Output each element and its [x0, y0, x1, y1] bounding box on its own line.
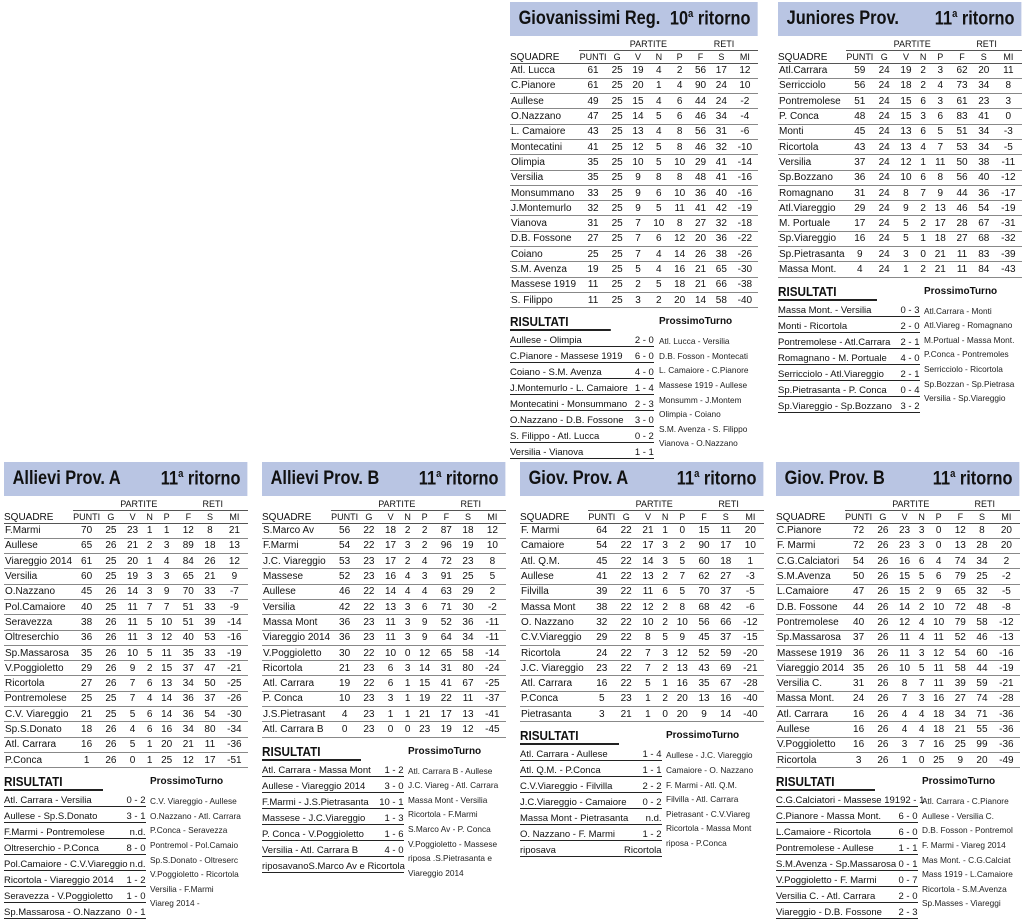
result-row: C.G.Calciatori - Massese 1919 2 - 1 — [776, 791, 918, 807]
result-row: Atl. Q.M. - P.Conca 1 - 1 — [520, 761, 662, 777]
table-row: Versilia 42 22 13 3 6 71 30 -2 — [262, 599, 506, 614]
table-row: Viareggio 2014 36 23 11 3 9 64 34 -11 — [262, 630, 506, 645]
table-row: Sp.Viareggio 16 24 5 1 18 27 68 -32 — [778, 231, 1022, 246]
next-match: Serricciolo - Ricortola — [924, 364, 1003, 375]
table-row: O. Nazzano 32 22 10 2 10 56 66 -12 — [520, 615, 764, 630]
table-row: Pontremolese 51 24 15 6 3 61 23 3 — [778, 94, 1022, 109]
next-match: Ricortola - Massa Mont — [666, 823, 752, 834]
results-section: RISULTATI ProssimoTurno Atl. Carrara - Massa Mont 1 - 2 Aullese - Viareggio 2014 3 - 0 F.Marmi - J.S.Pietrasanta 10 - 1 Massese - J.C.Viareggio 1 - 3 P. Conca - V.Poggioletto 1 - 6 Versilia - Atl. Carrara B 4 - 0 riposavano S.Marco Av e Ricortola Atl. Carrara B - Aullese J.C. Viareg - Atl. Carrara Massa Mont - Versilia Ricortola - F.Marmi S.Marco Av - P. Conca V.Poggioletto - Massese riposa .S.Pietrasanta e Viareggio 2014 — [262, 743, 499, 878]
next-match: Pietrasant - C.V.Viareg — [666, 808, 750, 819]
table-row: F.Marmi 54 22 17 3 2 96 19 10 — [262, 538, 506, 553]
result-row: Aullese - Sp.S.Donato 3 - 1 — [4, 807, 146, 823]
next-match: Atl.Carrara - Monti — [924, 305, 992, 316]
result-row: Massa Mont. - Versilia 0 - 3 — [778, 301, 920, 317]
result-row: Atl. Carrara - Versilia 0 - 2 — [4, 791, 146, 807]
table-row: D.B. Fossone 44 26 14 2 10 72 48 -8 — [776, 599, 1020, 614]
result-row: Versilia - Vianova 1 - 1 — [510, 443, 654, 459]
result-row: riposava Ricortola — [520, 841, 662, 857]
result-row: F.Marmi - J.S.Pietrasanta 10 - 1 — [262, 793, 404, 809]
next-match: Vianova - O.Nazzano — [659, 438, 738, 449]
panel-title: Juniores Prov. 11$^a$ ritorno — [778, 2, 1021, 36]
next-match: Sp.Masses - Viareggi — [922, 898, 1001, 909]
table-row: V.Poggioletto 30 22 10 0 12 65 58 -14 — [262, 645, 506, 660]
table-row: Sp.Massarosa 37 26 11 4 11 52 46 -13 — [776, 630, 1020, 645]
next-match: Atl. Carrara - C.Pianore — [922, 796, 1009, 807]
next-match: O.Nazzano - Atl. Carrara — [150, 810, 241, 821]
table-row: Viareggio 2014 61 25 20 1 4 84 26 12 — [4, 554, 248, 569]
next-match: Massese 1919 - Aullese — [659, 380, 748, 391]
table-row: S.Marco Av 56 22 18 2 2 87 18 12 — [262, 523, 506, 538]
table-row: V.Poggioletto 16 26 3 7 16 25 99 -36 — [776, 737, 1020, 752]
result-row: Serricciolo - Atl.Viareggio 2 - 1 — [778, 365, 920, 381]
table-row: P. Conca 10 23 3 1 19 22 11 -37 — [262, 691, 506, 706]
result-row: L.Camaiore - Ricortola 6 - 0 — [776, 823, 918, 839]
next-match: J.C. Viareg - Atl. Carrara — [408, 780, 499, 791]
result-row: Aullese - Viareggio 2014 3 - 0 — [262, 777, 404, 793]
result-row: riposavano S.Marco Av e Ricortola — [262, 857, 404, 873]
result-row: Pol.Camaiore - C.V.Viareggio n.d. — [4, 855, 146, 871]
next-match: Mas Mont. - C.G.Calciat — [922, 854, 1011, 865]
table-row: C.V. Viareggio 21 25 5 6 14 36 54 -30 — [4, 707, 248, 722]
next-match: P.Conca - Pontremoles — [924, 349, 1009, 360]
next-match: D.B. Fosson - Montecati — [659, 350, 748, 361]
table-row: Atl. Carrara 16 22 5 1 16 35 67 -28 — [520, 676, 764, 691]
table-row: O.Nazzano 47 25 14 5 6 46 34 -4 — [510, 109, 758, 124]
table-row: Massa Mont. 4 24 1 2 21 11 84 -43 — [778, 262, 1022, 277]
next-match: Versilia - Sp.Viareggio — [924, 393, 1006, 404]
table-row: Serricciolo 56 24 18 2 4 73 34 8 — [778, 78, 1022, 93]
result-row: S. Filippo - Atl. Lucca 0 - 2 — [510, 427, 654, 443]
result-row: C.V.Viareggio - Filvilla 2 - 2 — [520, 777, 662, 793]
table-row: Atl.Viareggio 29 24 9 2 13 46 54 -19 — [778, 201, 1022, 216]
next-round-title: ProssimoTurno — [150, 776, 224, 788]
table-row: S.M.Avenza 50 26 15 5 6 79 25 -2 — [776, 569, 1020, 584]
panel-title: Giov. Prov. A 11$^a$ ritorno — [520, 462, 763, 496]
next-match: Ricortola - S.M.Avenza — [922, 883, 1007, 894]
next-match: V.Poggioletto - Massese — [408, 838, 498, 849]
result-row: Ricortola - Viareggio 2014 1 - 2 — [4, 871, 146, 887]
result-row: O. Nazzano - F. Marmi 1 - 2 — [520, 825, 662, 841]
next-match: riposa .S.Pietrasanta e — [408, 853, 492, 864]
table-row: J.Montemurlo 32 25 9 5 11 41 42 -19 — [510, 201, 758, 216]
table-row: C.V.Viareggio 29 22 8 5 9 45 37 -15 — [520, 630, 764, 645]
standings-panel — [778, 2, 1022, 413]
next-match: V.Poggioletto - Ricortola — [150, 869, 239, 880]
table-row: Seravezza 38 26 11 5 10 51 39 -14 — [4, 615, 248, 630]
next-round-title: ProssimoTurno — [666, 730, 740, 742]
next-match: Ricortola - F.Marmi — [408, 809, 478, 820]
results-section: RISULTATI ProssimoTurno Aullese - Olimpia 2 - 0 C.Pianore - Massese 1919 6 - 0 Coiano - S.M. Avenza 4 - 0 J.Montemurlo - L. Camaiore 1 - 4 Montecatini - Monsummano 2 - 3 O.Nazzano - D.B. Fossone 3 - 0 S. Filippo - Atl. Lucca 0 - 2 Versilia - Vianova 1 - 1 Atl. Lucca - Versilia D.B. Fosson - Montecati L. Camaiore - C.Pianore Massese 1919 - Aullese Monsumm - J.Montem Olimpia - Coiano S.M. Avenza - S. Filippo Vianova - O.Nazzano — [510, 314, 749, 459]
table-row: S.M. Avenza 19 25 5 4 16 21 65 -30 — [510, 262, 758, 277]
result-row: Sp.Massarosa - O.Nazzano 0 - 1 — [4, 903, 146, 919]
table-row: Ricortola 21 23 6 3 14 31 80 -24 — [262, 661, 506, 676]
next-match: Camaiore - O. Nazzano — [666, 764, 754, 775]
result-row: Aullese - Olimpia 2 - 0 — [510, 331, 654, 347]
next-round-title: ProssimoTurno — [922, 776, 996, 788]
next-round-title: ProssimoTurno — [408, 745, 482, 757]
next-match: D.B. Fosson - Pontremol — [922, 825, 1013, 836]
table-row: Pietrasanta 3 21 1 0 20 9 14 -40 — [520, 707, 764, 722]
table-row: Atl. Carrara 19 22 6 1 15 41 67 -25 — [262, 676, 506, 691]
next-match: Mass 1919 - L.Camaiore — [922, 869, 1013, 880]
next-match: Aullese - J.C. Viareggio — [666, 750, 753, 761]
table-row: S. Filippo 11 25 3 2 20 14 58 -40 — [510, 292, 758, 307]
standings-panel — [776, 462, 1020, 919]
result-row: Sp.Pietrasanta - P. Conca 0 - 4 — [778, 381, 920, 397]
table-row: Atl. Carrara 16 26 4 4 18 34 71 -36 — [776, 707, 1020, 722]
table-row: J.C. Viareggio 53 23 17 2 4 72 23 8 — [262, 554, 506, 569]
result-row: Massa Mont - Pietrasanta n.d. — [520, 809, 662, 825]
table-row: Atl.Carrara 59 24 19 2 3 62 20 11 — [778, 63, 1022, 78]
results-section: RISULTATI ProssimoTurno Atl. Carrara - Aullese 1 - 4 Atl. Q.M. - P.Conca 1 - 1 C.V.Viareggio - Filvilla 2 - 2 J.C.Viareggio - Camaiore 0 - 2 Massa Mont - Pietrasanta n.d. O. Nazzano - F. Marmi 1 - 2 riposava Ricortola Aullese - J.C. Viareggio Camaiore - O. Nazzano F. Marmi - Atl. Q.M. Filvilla - Atl. Carrara Pietrasant - C.V.Viareg Ricortola - Massa Mont riposa - P.Conca — [520, 728, 754, 857]
standings-table: SQUADRE PARTITE RETI PUNTI G V N P F S MI C.Pianore 72 26 23 3 0 12 8 20 F. Marmi 72 26 23 3 0 13 28 20 C.G.Calciatori 54 26 16 6 4 74 34 2 S.M.Avenza 50 26 15 5 6 79 25 -2 L.Camaiore 47 26 15 2 9 65 32 -5 D.B. Fossone 44 26 14 2 10 72 48 -8 Pontremolese 40 26 12 4 10 79 58 -12 Sp.Massarosa 37 26 11 4 11 52 46 -13 Massese 1919 36 26 11 3 12 54 60 -16 Viareggio 2014 35 26 10 5 11 58 44 -19 Versilia C. 31 26 8 7 11 39 59 -21 Massa Mont. 24 26 7 3 16 27 74 -28 Atl. Carrara 16 26 4 4 18 34 71 -36 Aullese 16 26 4 4 18 21 55 -36 V.Poggioletto 16 26 3 7 16 25 99 -36 Ricortola 3 26 1 0 25 9 20 -49 — [776, 499, 1020, 768]
standings-table: SQUADRE PARTITE RETI PUNTI G V N P F S MI Atl. Lucca 61 25 19 4 2 56 17 12 C.Pianore 61 25 20 1 4 90 24 10 Aullese 49 25 15 4 6 44 24 -2 O.Nazzano 47 25 14 5 6 46 34 -4 L. Camaiore 43 25 13 4 8 56 31 -6 Montecatini 41 25 12 5 8 46 32 -10 Olimpia 35 25 10 5 10 29 41 -14 Versilia 35 25 9 8 8 48 41 -16 Monsummano 33 25 9 6 10 36 40 -16 J.Montemurlo 32 25 9 5 11 41 42 -19 Vianova 31 25 7 10 8 27 32 -18 D.B. Fossone 27 25 7 6 12 20 36 -22 Coiano 25 25 7 4 14 26 38 -26 S.M. Avenza 19 25 5 4 16 21 65 -30 Massese 1919 11 25 2 5 18 21 66 -38 S. Filippo 11 25 3 2 20 14 58 -40 — [510, 39, 758, 308]
table-row: Monti 45 24 13 6 5 51 34 -3 — [778, 124, 1022, 139]
result-row: Monti - Ricortola 2 - 0 — [778, 317, 920, 333]
table-row: Atl. Carrara B 0 23 0 0 23 19 12 -45 — [262, 722, 506, 737]
next-match: Sp.S.Donato - Oltreserc — [150, 854, 239, 865]
next-match: Filvilla - Atl. Carrara — [666, 794, 739, 805]
table-row: Aullese 46 22 14 4 4 63 29 2 — [262, 584, 506, 599]
next-match: S.Marco Av - P. Conca — [408, 824, 491, 835]
next-match: S.M. Avenza - S. Filippo — [659, 423, 748, 434]
next-match: L. Camaiore - C.Pianore — [659, 365, 749, 376]
table-row: Sp.Pietrasanta 9 24 3 0 21 11 83 -39 — [778, 247, 1022, 262]
panel-title: Giov. Prov. B 11$^a$ ritorno — [776, 462, 1019, 496]
next-match: Viareggio 2014 — [408, 867, 464, 878]
next-match: Aullese - Versilia C. — [922, 810, 994, 821]
table-row: Massese 1919 11 25 2 5 18 21 66 -38 — [510, 277, 758, 292]
next-match: riposa - P.Conca — [666, 837, 727, 848]
results-section: RISULTATI ProssimoTurno Atl. Carrara - Versilia 0 - 2 Aullese - Sp.S.Donato 3 - 1 F.Marmi - Pontremolese n.d. Oltreserchio - P.Conca 8 - 0 Pol.Camaiore - C.V.Viareggio n.d. Ricortola - Viareggio 2014 1 - 2 Seravezza - V.Poggioletto 1 - 0 Sp.Massarosa - O.Nazzano 0 - 1 C.V. Viareggio - Aullese O.Nazzano - Atl. Carrara P.Conca - Seravezza Pontremol - Pol.Camaio Sp.S.Donato - Oltreserc V.Poggioletto - Ricortola Versilia - F.Marmi Viareg 2014 - — [4, 774, 241, 919]
table-row: Pol.Camaiore 40 25 11 7 7 51 33 -9 — [4, 599, 248, 614]
table-row: Aullese 16 26 4 4 18 21 55 -36 — [776, 722, 1020, 737]
next-match: F. Marmi - Atl. Q.M. — [666, 779, 737, 790]
table-row: P.Conca 5 23 1 2 20 13 16 -40 — [520, 691, 764, 706]
table-row: Massa Mont 36 23 11 3 9 52 36 -11 — [262, 615, 506, 630]
table-row: Versilia 37 24 12 1 11 50 38 -11 — [778, 155, 1022, 170]
table-row: Olimpia 35 25 10 5 10 29 41 -14 — [510, 155, 758, 170]
result-row: Pontremolese - Atl.Carrara 2 - 1 — [778, 333, 920, 349]
panel-title: Allievi Prov. B 11$^a$ ritorno — [262, 462, 505, 496]
table-row: Ricortola 24 22 7 3 12 52 59 -20 — [520, 645, 764, 660]
table-row: Sp.Massarosa 35 26 10 5 11 35 33 -19 — [4, 645, 248, 660]
result-row: Versilia - Atl. Carrara B 4 - 0 — [262, 841, 404, 857]
result-row: P. Conca - V.Poggioletto 1 - 6 — [262, 825, 404, 841]
result-row: V.Poggioletto - F. Marmi 0 - 7 — [776, 871, 918, 887]
standings-panel — [262, 462, 506, 878]
result-row: C.Pianore - Massa Mont. 6 - 0 — [776, 807, 918, 823]
standings-panel — [520, 462, 764, 857]
standings-table: SQUADRE PARTITE RETI PUNTI G V N P F S MI F.Marmi 70 25 23 1 1 12 8 21 Aullese 65 26 21 2 3 89 18 13 Viareggio 2014 61 25 20 1 4 84 26 12 Versilia 60 25 19 3 3 65 21 9 O.Nazzano 45 26 14 3 9 70 33 -7 Pol.Camaiore 40 25 11 7 7 51 33 -9 Seravezza 38 26 11 5 10 51 39 -14 Oltreserchio 36 26 11 3 12 40 53 -16 Sp.Massarosa 35 26 10 5 11 35 33 -19 V.Poggioletto 29 26 9 2 15 37 47 -21 Ricortola 27 26 7 6 13 34 50 -25 Pontremolese 25 25 7 4 14 36 37 -26 C.V. Viareggio 21 25 5 6 14 36 54 -30 Sp.S.Donato 18 26 4 6 16 34 80 -34 Atl. Carrara 16 26 5 1 20 21 11 -36 P.Conca 1 26 0 1 25 12 17 -51 — [4, 499, 248, 768]
next-match: Monsumm - J.Montem — [659, 394, 742, 405]
result-row: J.Montemurlo - L. Camaiore 1 - 4 — [510, 379, 654, 395]
result-row: J.C.Viareggio - Camaiore 0 - 2 — [520, 793, 662, 809]
standings-panel — [510, 2, 758, 459]
table-row: Versilia 60 25 19 3 3 65 21 9 — [4, 569, 248, 584]
table-row: Viareggio 2014 35 26 10 5 11 58 44 -19 — [776, 661, 1020, 676]
table-row: Pontremolese 40 26 12 4 10 79 58 -12 — [776, 615, 1020, 630]
next-round-title: ProssimoTurno — [924, 285, 998, 297]
next-match: C.V. Viareggio - Aullese — [150, 796, 237, 807]
next-match: P.Conca - Seravezza — [150, 825, 228, 836]
result-row: F.Marmi - Pontremolese n.d. — [4, 823, 146, 839]
table-row: Massa Mont. 24 26 7 3 16 27 74 -28 — [776, 691, 1020, 706]
result-row: Seravezza - V.Poggioletto 1 - 0 — [4, 887, 146, 903]
next-match: Olimpia - Coiano — [659, 409, 721, 420]
table-row: P.Conca 1 26 0 1 25 12 17 -51 — [4, 752, 248, 767]
result-row: Sp.Viareggio - Sp.Bozzano 3 - 2 — [778, 397, 920, 413]
result-row: O.Nazzano - D.B. Fossone 3 - 0 — [510, 411, 654, 427]
table-row: Ricortola 43 24 13 4 7 53 34 -5 — [778, 139, 1022, 154]
table-row: Pontremolese 25 25 7 4 14 36 37 -26 — [4, 691, 248, 706]
result-row: S.M.Avenza - Sp.Massarosa 0 - 1 — [776, 855, 918, 871]
table-row: Atl. Carrara 16 26 5 1 20 21 11 -36 — [4, 737, 248, 752]
result-row: Viareggio - D.B. Fossone 2 - 3 — [776, 903, 918, 919]
panel-title: Giovanissimi Reg. 10$^a$ ritorno — [510, 2, 757, 36]
result-row: Versilia C. - Atl. Carrara 2 - 0 — [776, 887, 918, 903]
result-row: Atl. Carrara - Aullese 1 - 4 — [520, 745, 662, 761]
next-match: Viareg 2014 - — [150, 898, 200, 909]
result-row: Romagnano - M. Portuale 4 - 0 — [778, 349, 920, 365]
table-row: Aullese 49 25 15 4 6 44 24 -2 — [510, 94, 758, 109]
table-row: Filvilla 39 22 11 6 5 70 37 -5 — [520, 584, 764, 599]
table-row: Sp.Bozzano 36 24 10 6 8 56 40 -12 — [778, 170, 1022, 185]
table-row: J.C. Viareggio 23 22 7 2 13 43 69 -21 — [520, 661, 764, 676]
table-row: F. Marmi 72 26 23 3 0 13 28 20 — [776, 538, 1020, 553]
table-row: Massa Mont 38 22 12 2 8 68 42 -6 — [520, 599, 764, 614]
table-row: Versilia C. 31 26 8 7 11 39 59 -21 — [776, 676, 1020, 691]
result-row: Montecatini - Monsummano 2 - 3 — [510, 395, 654, 411]
next-match: Versilia - F.Marmi — [150, 883, 214, 894]
next-match: Massa Mont - Versilia — [408, 794, 488, 805]
table-row: C.Pianore 72 26 23 3 0 12 8 20 — [776, 523, 1020, 538]
result-row: Atl. Carrara - Massa Mont 1 - 2 — [262, 761, 404, 777]
result-row: Pontremolese - Aullese 1 - 1 — [776, 839, 918, 855]
results-section: RISULTATI ProssimoTurno C.G.Calciatori - Massese 1919 2 - 1 C.Pianore - Massa Mont. 6 - 0 L.Camaiore - Ricortola 6 - 0 Pontremolese - Aullese 1 - 1 S.M.Avenza - Sp.Massarosa 0 - 1 V.Poggioletto - F. Marmi 0 - 7 Versilia C. - Atl. Carrara 2 - 0 Viareggio - D.B. Fossone 2 - 3 Atl. Carrara - C.Pianore Aullese - Versilia C. D.B. Fosson - Pontremol F. Marmi - Viareg 2014 Mas Mont. - C.G.Calciat Mass 1919 - L.Camaiore Ricortola - S.M.Avenza Sp.Masses - Viareggi — [776, 774, 1013, 919]
table-row: M. Portuale 17 24 5 2 17 28 67 -31 — [778, 216, 1022, 231]
next-match: Atl. Lucca - Versilia — [659, 336, 730, 347]
table-row: Massese 1919 36 26 11 3 12 54 60 -16 — [776, 645, 1020, 660]
table-row: Aullese 65 26 21 2 3 89 18 13 — [4, 538, 248, 553]
table-row: Ricortola 27 26 7 6 13 34 50 -25 — [4, 676, 248, 691]
table-row: Massese 52 23 16 4 3 91 25 5 — [262, 569, 506, 584]
table-row: Aullese 41 22 13 2 7 62 27 -3 — [520, 569, 764, 584]
standings-panel — [4, 462, 248, 919]
next-match: Sp.Bozzan - Sp.Pietrasa — [924, 378, 1015, 389]
result-row: C.Pianore - Massese 1919 6 - 0 — [510, 347, 654, 363]
table-row: Sp.S.Donato 18 26 4 6 16 34 80 -34 — [4, 722, 248, 737]
next-match: Atl. Carrara B - Aullese — [408, 765, 493, 776]
table-row: Romagnano 31 24 8 7 9 44 36 -17 — [778, 185, 1022, 200]
next-match: Pontremol - Pol.Camaio — [150, 840, 239, 851]
table-row: Coiano 25 25 7 4 14 26 38 -26 — [510, 247, 758, 262]
table-row: P. Conca 48 24 15 3 6 83 41 0 — [778, 109, 1022, 124]
table-row: L.Camaiore 47 26 15 2 9 65 32 -5 — [776, 584, 1020, 599]
table-row: Monsummano 33 25 9 6 10 36 40 -16 — [510, 185, 758, 200]
table-row: Atl. Q.M. 45 22 14 3 5 60 18 1 — [520, 554, 764, 569]
next-match: Atl.Viareg - Romagnano — [924, 320, 1013, 331]
table-row: C.Pianore 61 25 20 1 4 90 24 10 — [510, 78, 758, 93]
table-row: Vianova 31 25 7 10 8 27 32 -18 — [510, 216, 758, 231]
table-row: Oltreserchio 36 26 11 3 12 40 53 -16 — [4, 630, 248, 645]
table-row: C.G.Calciatori 54 26 16 6 4 74 34 2 — [776, 554, 1020, 569]
result-row: Oltreserchio - P.Conca 8 - 0 — [4, 839, 146, 855]
panel-title: Allievi Prov. A 11$^a$ ritorno — [4, 462, 247, 496]
table-row: O.Nazzano 45 26 14 3 9 70 33 -7 — [4, 584, 248, 599]
table-row: Ricortola 3 26 1 0 25 9 20 -49 — [776, 752, 1020, 767]
next-match: F. Marmi - Viareg 2014 — [922, 840, 1006, 851]
table-row: Camaiore 54 22 17 3 2 90 17 10 — [520, 538, 764, 553]
result-row: Massese - J.C.Viareggio 1 - 3 — [262, 809, 404, 825]
next-round-title: ProssimoTurno — [659, 316, 733, 328]
table-row: D.B. Fossone 27 25 7 6 12 20 36 -22 — [510, 231, 758, 246]
table-row: J.S.Pietrasant 4 23 1 1 21 17 13 -41 — [262, 707, 506, 722]
table-row: Atl. Lucca 61 25 19 4 2 56 17 12 — [510, 63, 758, 78]
table-row: L. Camaiore 43 25 13 4 8 56 31 -6 — [510, 124, 758, 139]
table-row: F.Marmi 70 25 23 1 1 12 8 21 — [4, 523, 248, 538]
table-row: V.Poggioletto 29 26 9 2 15 37 47 -21 — [4, 661, 248, 676]
table-row: Montecatini 41 25 12 5 8 46 32 -10 — [510, 139, 758, 154]
result-row: Coiano - S.M. Avenza 4 - 0 — [510, 363, 654, 379]
standings-table: SQUADRE PARTITE RETI PUNTI G V N P F S MI F. Marmi 64 22 21 1 0 15 11 20 Camaiore 54 22 17 3 2 90 17 10 Atl. Q.M. 45 22 14 3 5 60 18 1 Aullese 41 22 13 2 7 62 27 -3 Filvilla 39 22 11 6 5 70 37 -5 Massa Mont 38 22 12 2 8 68 42 -6 O. Nazzano 32 22 10 2 10 56 66 -12 C.V.Viareggio 29 22 8 5 9 45 37 -15 Ricortola 24 22 7 3 12 52 59 -20 J.C. Viareggio 23 22 7 2 13 43 69 -21 Atl. Carrara 16 22 5 1 16 35 67 -28 P.Conca 5 23 1 2 20 13 16 -40 Pietrasanta 3 21 1 0 20 9 14 -40 — [520, 499, 764, 722]
table-row: F. Marmi 64 22 21 1 0 15 11 20 — [520, 523, 764, 538]
results-section: RISULTATI ProssimoTurno Massa Mont. - Versilia 0 - 3 Monti - Ricortola 2 - 0 Pontremolese - Atl.Carrara 2 - 1 Romagnano - M. Portuale 4 - 0 Serricciolo - Atl.Viareggio 2 - 1 Sp.Pietrasanta - P. Conca 0 - 4 Sp.Viareggio - Sp.Bozzano 3 - 2 Atl.Carrara - Monti Atl.Viareg - Romagnano M.Portual - Massa Mont. P.Conca - Pontremoles Serricciolo - Ricortola Sp.Bozzan - Sp.Pietrasa Versilia - Sp.Viareggio — [778, 283, 1015, 412]
table-row: Versilia 35 25 9 8 8 48 41 -16 — [510, 170, 758, 185]
standings-table: SQUADRE PARTITE RETI PUNTI G V N P F S MI S.Marco Av 56 22 18 2 2 87 18 12 F.Marmi 54 22 17 3 2 96 19 10 J.C. Viareggio 53 23 17 2 4 72 23 8 Massese 52 23 16 4 3 91 25 5 Aullese 46 22 14 4 4 63 29 2 Versilia 42 22 13 3 6 71 30 -2 Massa Mont 36 23 11 3 9 52 36 -11 Viareggio 2014 36 23 11 3 9 64 34 -11 V.Poggioletto 30 22 10 0 12 65 58 -14 Ricortola 21 23 6 3 14 31 80 -24 Atl. Carrara 19 22 6 1 15 41 67 -25 P. Conca 10 23 3 1 19 22 11 -37 J.S.Pietrasant 4 23 1 1 21 17 13 -41 Atl. Carrara B 0 23 0 0 23 19 12 -45 — [262, 499, 506, 738]
next-match: M.Portual - Massa Mont. — [924, 334, 1015, 345]
standings-table: SQUADRE PARTITE RETI PUNTI G V N P F S MI Atl.Carrara 59 24 19 2 3 62 20 11 Serricciolo 56 24 18 2 4 73 34 8 Pontremolese 51 24 15 6 3 61 23 3 P. Conca 48 24 15 3 6 83 41 0 Monti 45 24 13 6 5 51 34 -3 Ricortola 43 24 13 4 7 53 34 -5 Versilia 37 24 12 1 11 50 38 -11 Sp.Bozzano 36 24 10 6 8 56 40 -12 Romagnano 31 24 8 7 9 44 36 -17 Atl.Viareggio 29 24 9 2 13 46 54 -19 M. Portuale 17 24 5 2 17 28 67 -31 Sp.Viareggio 16 24 5 1 18 27 68 -32 Sp.Pietrasanta 9 24 3 0 21 11 83 -39 Massa Mont. 4 24 1 2 21 11 84 -43 — [778, 39, 1022, 278]
